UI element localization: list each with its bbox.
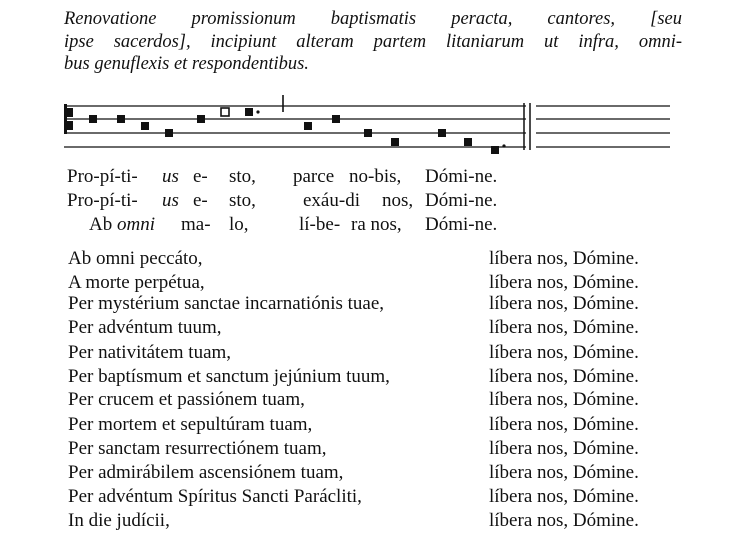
double-bar: [524, 103, 530, 150]
litany-invocation: Ab omni peccáto,: [68, 248, 203, 269]
litany-response: líbera nos, Dómine.: [489, 366, 639, 387]
lyric-syllable: e-: [193, 190, 208, 211]
litany-row: [68, 461, 674, 485]
litany-invocation: Per nativitátem tuam,: [68, 342, 232, 363]
neume-punctum: [491, 146, 499, 154]
litany-row: [68, 365, 674, 389]
litany-row: [68, 247, 674, 271]
neume-punctum: [197, 115, 205, 123]
litany-response: líbera nos, Dómine.: [489, 389, 639, 410]
lyric-syllable: Pro-pí-ti-: [67, 190, 138, 211]
lyric-syllable: sto,: [229, 190, 256, 211]
neume-punctum: [89, 115, 97, 123]
litany-response: líbera nos, Dómine.: [489, 272, 639, 293]
rubric-line: bus genuflexis et respondentibus.: [64, 54, 309, 74]
neume-punctum: [332, 115, 340, 123]
neume-punctum: [165, 129, 173, 137]
litany-response: líbera nos, Dómine.: [489, 248, 639, 269]
neume-punctum: [438, 129, 446, 137]
lyric-syllable: no-bis,: [349, 166, 402, 187]
litany-invocation: Per baptísmum et sanctum jejúnium tuum,: [68, 366, 390, 387]
lyric-syllable: us: [162, 166, 179, 187]
litany-invocation: Per crucem et passiónem tuam,: [68, 389, 305, 410]
neume-punctum: [464, 138, 472, 146]
litany-invocation: A morte perpétua,: [68, 272, 205, 293]
neume-punctum: [117, 115, 125, 123]
lyric-syllable: Pro-pí-ti-: [67, 166, 138, 187]
litany-response: líbera nos, Dómine.: [489, 342, 639, 363]
rubric-line: Renovatione promissionum baptismatis peracta, cantores, [seu: [64, 9, 682, 29]
mora-dot: [256, 110, 259, 113]
neume-punctum: [304, 122, 312, 130]
litany-row: [68, 292, 674, 316]
litany-response: líbera nos, Dómine.: [489, 486, 639, 507]
lyric-syllable: e-: [193, 166, 208, 187]
lyric-syllable: Ab: [89, 214, 113, 235]
lyric-syllable: Dómi-ne.: [425, 214, 498, 235]
litany-row: [68, 316, 674, 340]
litany-row: [68, 341, 674, 365]
litany-row: [68, 509, 674, 533]
litany-response: líbera nos, Dómine.: [489, 317, 639, 338]
litany-invocation: Per sanctam resurrectiónem tuam,: [68, 438, 327, 459]
litany-invocation: Per mystérium sanctae incarnatiónis tuae,: [68, 293, 385, 314]
neume-punctum: [141, 122, 149, 130]
litany-response: líbera nos, Dómine.: [489, 414, 639, 435]
litany-row: [68, 388, 674, 412]
lyric-syllable: Dómi-ne.: [425, 166, 498, 187]
litany-invocation: Per advéntum Spíritus Sancti Parácliti,: [68, 486, 362, 507]
neume-punctum: [364, 129, 372, 137]
lyric-syllable: Dómi-ne.: [425, 190, 498, 211]
litany-response: líbera nos, Dómine.: [489, 462, 639, 483]
litany-row: [68, 413, 674, 437]
lyric-syllable: omni: [117, 214, 155, 235]
lyric-syllable: parce: [293, 166, 335, 187]
neume-quilisma: [221, 108, 229, 116]
lyric-syllable: us: [162, 190, 179, 211]
litany-response: líbera nos, Dómine.: [489, 438, 639, 459]
litany-invocation: Per admirábilem ascensiónem tuam,: [68, 462, 344, 483]
lyric-syllable: lí-be-: [299, 214, 341, 235]
neume-punctum: [245, 108, 253, 116]
litany-invocation: Per mortem et sepultúram tuam,: [68, 414, 313, 435]
lyric-syllable: lo,: [229, 214, 249, 235]
litany-row: [68, 485, 674, 509]
litany-row: [68, 437, 674, 461]
lyric-syllable: nos,: [382, 190, 414, 211]
rubric-line: ipse sacerdos], incipiunt alteram partem litaniarum ut infra, omni-: [64, 31, 682, 52]
lyric-syllable: sto,: [229, 166, 256, 187]
neume-punctum: [391, 138, 399, 146]
litany-invocation: Per advéntum tuum,: [68, 317, 222, 338]
lyric-syllable: ma-: [181, 214, 211, 235]
lyric-syllable: ra nos,: [351, 214, 402, 235]
litany-invocation: In die judícii,: [68, 510, 170, 531]
litany-response: líbera nos, Dómine.: [489, 293, 639, 314]
lyric-syllable: exáu-di: [303, 190, 360, 211]
litany-response: líbera nos, Dómine.: [489, 510, 639, 531]
mora-dot: [502, 144, 505, 147]
